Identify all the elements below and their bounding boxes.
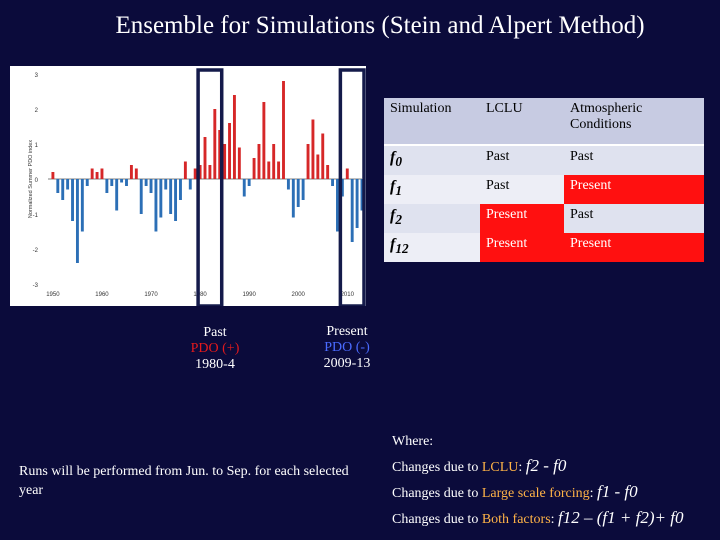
table-row (384, 175, 704, 204)
bar (233, 95, 236, 179)
bar (321, 134, 324, 180)
bar (223, 144, 226, 179)
bar (76, 179, 79, 263)
bar (253, 158, 256, 179)
header-simulation: Simulation (384, 98, 480, 145)
period-past-years: 1980-4 (195, 357, 235, 372)
x-tick-label: 1990 (242, 292, 256, 298)
bar (277, 162, 280, 180)
period-present-name: Present (326, 324, 368, 339)
bar (336, 179, 339, 232)
sim-symbol: $f_2$ (384, 204, 480, 233)
bar (96, 172, 99, 179)
y-axis-label: Normalized Summer PDO index (28, 139, 34, 219)
bar (150, 179, 153, 193)
formula-both: f12 – (f1 + f2)+ f0 (558, 508, 684, 527)
bar (140, 179, 143, 214)
y-tick-label: 2 (34, 108, 38, 114)
lclu-cell: Past (480, 175, 564, 204)
period-present-phase: PDO (-) (324, 340, 370, 355)
bar (184, 162, 187, 180)
bar (135, 169, 138, 180)
pdo-chart (10, 66, 366, 306)
bar (130, 165, 133, 179)
atm-cell: Present (564, 175, 704, 204)
x-tick-label: 1970 (144, 292, 158, 298)
bar (174, 179, 177, 221)
bar (302, 179, 305, 200)
table-header-row (384, 98, 704, 145)
bar (287, 179, 290, 190)
atm-cell: Past (564, 145, 704, 175)
x-tick-label: 2000 (291, 292, 305, 298)
bar (267, 162, 270, 180)
bar (145, 179, 148, 186)
pdo-bar-chart (10, 66, 366, 306)
sim-symbol: $f_{12}$ (384, 233, 480, 262)
bar (228, 123, 231, 179)
bar (262, 102, 265, 179)
x-tick-label: 1950 (46, 292, 60, 298)
where-heading: Where: (392, 434, 434, 449)
period-present (304, 324, 390, 372)
period-past-phase: PDO (+) (190, 341, 240, 356)
bar (86, 179, 89, 186)
sim-symbol: $f_0$ (384, 145, 480, 175)
x-tick-label: 1960 (95, 292, 109, 298)
bar (213, 109, 216, 179)
bar (297, 179, 300, 207)
runs-note: Runs will be performed from Jun. to Sep. for each selected year (19, 464, 349, 498)
sim-symbol: $f_1$ (384, 175, 480, 204)
y-tick-label: 3 (34, 73, 38, 79)
bar (91, 169, 94, 180)
bar (346, 169, 349, 180)
y-tick-label: -1 (32, 213, 38, 219)
header-lclu: LCLU (480, 98, 564, 145)
period-present-years: 2009-13 (323, 356, 371, 371)
bar (248, 179, 251, 186)
y-tick-label: 0 (34, 178, 38, 184)
where-block (392, 430, 683, 532)
period-past (172, 325, 258, 373)
bar (311, 120, 314, 180)
lclu-highlight: LCLU (481, 460, 519, 475)
formula-lclu: f2 - f0 (525, 456, 567, 475)
table-row (384, 204, 704, 233)
bar (316, 155, 319, 180)
bar (194, 169, 197, 180)
bar (238, 148, 241, 180)
bar (272, 144, 275, 179)
bar (179, 179, 182, 200)
table-row (384, 145, 704, 175)
formula-forcing: f1 - f0 (597, 482, 638, 501)
y-tick-label: 1 (34, 143, 38, 149)
header-atmospheric: Atmospheric Conditions (564, 98, 704, 145)
bar (154, 179, 157, 232)
bar (66, 179, 69, 190)
lclu-cell: Present (480, 233, 564, 262)
bar (159, 179, 162, 218)
bar (292, 179, 295, 218)
x-tick-label: 2010 (340, 292, 354, 298)
lclu-cell: Past (480, 145, 564, 175)
y-tick-label: -3 (32, 283, 38, 289)
where-line-forcing: Changes due to Large scale forcing: f1 - f0 (392, 482, 638, 501)
past-period-box (198, 70, 222, 306)
table-row (384, 233, 704, 262)
bar (51, 172, 54, 179)
bar (110, 179, 113, 186)
bar (125, 179, 128, 186)
period-past-name: Past (203, 325, 227, 340)
slide-title: Ensemble for Simulations (Stein and Alpert Method) (115, 12, 645, 39)
bar (282, 81, 285, 179)
simulation-table (384, 98, 704, 262)
bar (71, 179, 74, 221)
bar (61, 179, 64, 200)
y-tick-label: -2 (32, 248, 38, 254)
bar (331, 179, 334, 186)
lclu-cell: Present (480, 204, 564, 233)
bar (243, 179, 246, 197)
bar (105, 179, 108, 193)
bar (208, 165, 211, 179)
bar (81, 179, 84, 232)
bar (307, 144, 310, 179)
atm-cell: Present (564, 233, 704, 262)
bar (120, 179, 123, 183)
forcing-highlight: Large scale forcing (481, 486, 590, 501)
bar (326, 165, 329, 179)
bar (115, 179, 118, 211)
bar (101, 169, 104, 180)
atm-cell: Past (564, 204, 704, 233)
where-line-both: Changes due to Both factors: f12 – (f1 + f2)+ f0 (392, 508, 684, 527)
bar (164, 179, 167, 190)
bar (356, 179, 359, 228)
x-tick-label: 1980 (193, 292, 207, 298)
where-line-lclu: Changes due to LCLU: f2 - f0 (392, 456, 567, 475)
both-highlight: Both factors (481, 512, 551, 527)
bar (351, 179, 354, 242)
bar (258, 144, 261, 179)
bar (189, 179, 192, 190)
bar (204, 137, 207, 179)
bar (56, 179, 59, 193)
bar (169, 179, 172, 214)
